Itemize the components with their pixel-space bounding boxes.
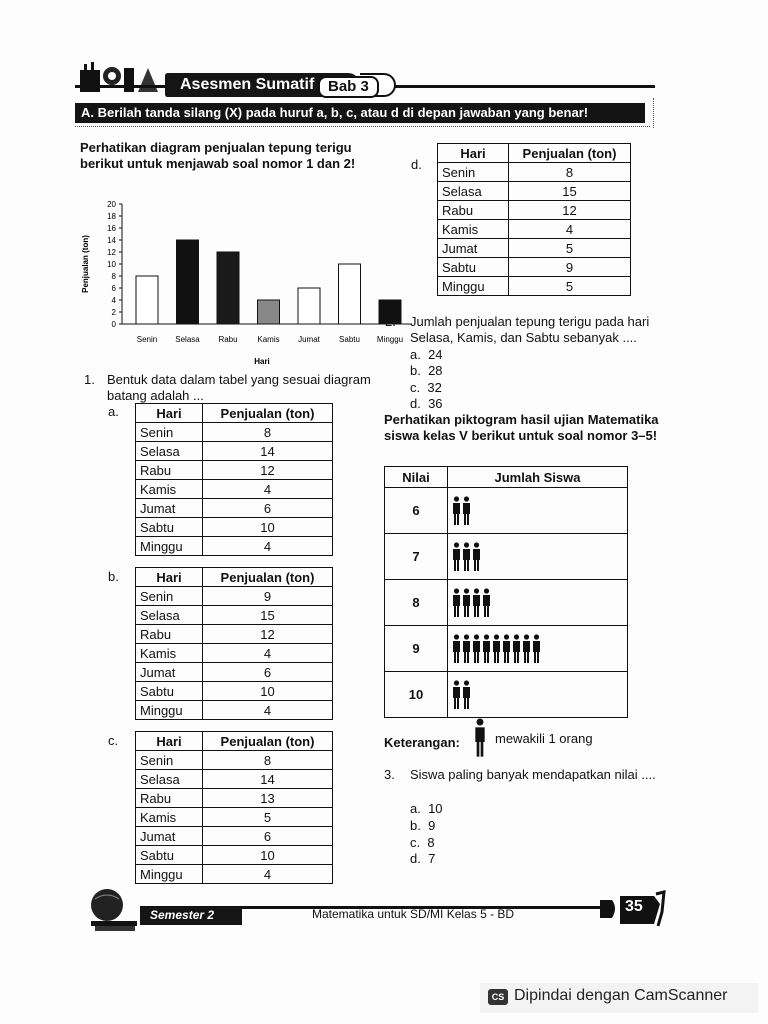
q1-option-d-letter[interactable]: d. bbox=[411, 157, 422, 172]
cell-value: 8 bbox=[203, 751, 333, 770]
cell-day: Rabu bbox=[136, 625, 203, 644]
cell-value: 5 bbox=[203, 808, 333, 827]
bar bbox=[177, 240, 199, 324]
q2-text: Jumlah penjualan tepung terigu pada hari Selasa, Kamis, dan Sabtu sebanyak .... bbox=[410, 314, 650, 345]
table-row bbox=[385, 626, 628, 672]
cell-value: 12 bbox=[509, 201, 631, 220]
chapter-badge: Bab 3 bbox=[318, 76, 379, 98]
table-row bbox=[136, 537, 333, 556]
cell-value: 4 bbox=[203, 644, 333, 663]
q1-number: 1. bbox=[84, 372, 95, 387]
bar-chart bbox=[80, 196, 404, 366]
cell-day: Jumat bbox=[136, 663, 203, 682]
intro-pictogram-question: Perhatikan piktogram hasil ujian Matematika siswa kelas V berikut untuk soal nomor 3–5! bbox=[384, 412, 659, 443]
person-icon bbox=[452, 542, 461, 572]
cell-value: 5 bbox=[509, 239, 631, 258]
cell-value: 5 bbox=[509, 277, 631, 296]
person-icon bbox=[452, 680, 461, 710]
y-tick-label: 0 bbox=[111, 320, 116, 329]
header-day: Hari bbox=[438, 144, 509, 163]
person-icon bbox=[462, 588, 471, 618]
y-tick-label: 18 bbox=[107, 212, 116, 221]
option-letter: c. bbox=[410, 835, 421, 850]
y-tick-label: 14 bbox=[107, 236, 116, 245]
person-icon bbox=[452, 588, 461, 618]
table-row bbox=[385, 672, 628, 718]
cell-day: Rabu bbox=[136, 789, 203, 808]
bar bbox=[258, 300, 280, 324]
bar bbox=[136, 276, 158, 324]
book-title: Matematika untuk SD/MI Kelas 5 - BD bbox=[312, 907, 515, 921]
q3-text: Siswa paling banyak mendapatkan nilai .... bbox=[410, 767, 656, 782]
cell-day: Selasa bbox=[136, 442, 203, 461]
bar bbox=[339, 264, 361, 324]
y-tick-label: 8 bbox=[111, 272, 116, 281]
cell-value: 4 bbox=[203, 701, 333, 720]
figures-cell bbox=[448, 534, 628, 580]
figures-cell bbox=[448, 580, 628, 626]
q1-option-b-letter[interactable]: b. bbox=[108, 569, 119, 584]
cell-value: 12 bbox=[203, 461, 333, 480]
pictogram-table bbox=[384, 466, 628, 718]
cell-day: Selasa bbox=[136, 770, 203, 789]
score-cell: 8 bbox=[385, 580, 448, 626]
x-tick-label: Rabu bbox=[218, 335, 238, 344]
q2-number: 2. bbox=[385, 314, 396, 329]
cell-value: 4 bbox=[509, 220, 631, 239]
figures-cell bbox=[448, 488, 628, 534]
q3-option-b[interactable] bbox=[410, 818, 435, 834]
option-value: 32 bbox=[427, 380, 442, 395]
table-row bbox=[136, 701, 333, 720]
q1-option-c-table bbox=[135, 731, 333, 884]
x-tick-label: Jumat bbox=[298, 335, 320, 344]
header-sales: Penjualan (ton) bbox=[509, 144, 631, 163]
x-tick-label: Senin bbox=[136, 335, 158, 344]
person-icon bbox=[462, 680, 471, 710]
option-value: 8 bbox=[427, 835, 435, 850]
cell-day: Jumat bbox=[136, 827, 203, 846]
cell-value: 13 bbox=[203, 789, 333, 808]
person-icon bbox=[512, 634, 521, 664]
y-tick-label: 2 bbox=[111, 308, 116, 317]
cell-value: 8 bbox=[509, 163, 631, 182]
q1-option-c-letter[interactable]: c. bbox=[108, 733, 119, 748]
q2-option-b[interactable] bbox=[410, 363, 443, 379]
table-row bbox=[136, 827, 333, 846]
q3-option-d[interactable] bbox=[410, 851, 435, 867]
person-icon bbox=[482, 588, 491, 618]
table-row bbox=[136, 518, 333, 537]
cell-day: Minggu bbox=[136, 701, 203, 720]
cell-value: 6 bbox=[203, 663, 333, 682]
person-icon bbox=[452, 634, 461, 664]
header-sales: Penjualan (ton) bbox=[203, 568, 333, 587]
header-day: Hari bbox=[136, 568, 203, 587]
cell-day: Minggu bbox=[136, 537, 203, 556]
person-icon bbox=[472, 588, 481, 618]
table-row bbox=[136, 663, 333, 682]
table-row bbox=[136, 625, 333, 644]
cell-day: Senin bbox=[136, 423, 203, 442]
cell-day: Senin bbox=[136, 587, 203, 606]
cell-day: Kamis bbox=[136, 644, 203, 663]
q1-option-b-table bbox=[135, 567, 333, 720]
camscanner-logo: CS bbox=[488, 989, 508, 1005]
cell-day: Sabtu bbox=[136, 846, 203, 865]
option-letter: a. bbox=[410, 347, 421, 362]
page-title: Asesmen Sumatif bbox=[180, 76, 315, 93]
table-row bbox=[136, 499, 333, 518]
header-sales: Penjualan (ton) bbox=[203, 404, 333, 423]
cell-value: 9 bbox=[203, 587, 333, 606]
cell-value: 12 bbox=[203, 625, 333, 644]
table-row bbox=[385, 534, 628, 580]
cell-day: Kamis bbox=[136, 480, 203, 499]
table-row bbox=[136, 423, 333, 442]
table-row bbox=[136, 587, 333, 606]
cell-value: 14 bbox=[203, 442, 333, 461]
person-icon bbox=[532, 634, 541, 664]
cell-day: Senin bbox=[136, 751, 203, 770]
table-row bbox=[438, 182, 631, 201]
score-cell: 7 bbox=[385, 534, 448, 580]
person-icon bbox=[462, 496, 471, 526]
table-row bbox=[438, 258, 631, 277]
cell-day: Selasa bbox=[136, 606, 203, 625]
cell-day: Sabtu bbox=[438, 258, 509, 277]
person-icon bbox=[462, 634, 471, 664]
table-row bbox=[438, 201, 631, 220]
table-row bbox=[136, 480, 333, 499]
q1-text: Bentuk data dalam tabel yang sesuai diagram batang adalah ... bbox=[107, 372, 371, 403]
q1-option-d-table bbox=[437, 143, 631, 296]
cell-day: Selasa bbox=[438, 182, 509, 201]
q3-option-c[interactable] bbox=[410, 835, 435, 851]
person-icon bbox=[452, 496, 461, 526]
cell-value: 9 bbox=[509, 258, 631, 277]
option-value: 36 bbox=[428, 396, 443, 411]
table-row bbox=[136, 682, 333, 701]
header-day: Hari bbox=[136, 404, 203, 423]
x-axis-label: Hari bbox=[254, 357, 270, 366]
person-icon bbox=[472, 542, 481, 572]
table-row bbox=[438, 220, 631, 239]
y-tick-label: 16 bbox=[107, 224, 116, 233]
cell-value: 10 bbox=[203, 846, 333, 865]
q3-option-a[interactable] bbox=[410, 801, 443, 817]
legend-text: mewakili 1 orang bbox=[495, 731, 593, 746]
y-tick-label: 12 bbox=[107, 248, 116, 257]
table-row bbox=[136, 442, 333, 461]
intro-chart-question: Perhatikan diagram penjualan tepung terigu berikut untuk menjawab soal nomor 1 dan 2! bbox=[80, 140, 356, 171]
table-row bbox=[136, 606, 333, 625]
score-cell: 10 bbox=[385, 672, 448, 718]
score-cell: 6 bbox=[385, 488, 448, 534]
dotted-divider-vertical bbox=[645, 98, 654, 128]
cell-value: 6 bbox=[203, 827, 333, 846]
q2-option-d[interactable] bbox=[410, 396, 443, 412]
cell-day: Kamis bbox=[438, 220, 509, 239]
table-row bbox=[136, 865, 333, 884]
y-tick-label: 4 bbox=[111, 296, 116, 305]
globe-books-icon bbox=[85, 885, 145, 935]
cell-value: 8 bbox=[203, 423, 333, 442]
table-row bbox=[136, 846, 333, 865]
option-value: 28 bbox=[428, 363, 443, 378]
cell-value: 10 bbox=[203, 682, 333, 701]
cell-value: 4 bbox=[203, 537, 333, 556]
instruction-text: A. Berilah tanda silang (X) pada huruf a, b, c, atau d di depan jawaban yang benar! bbox=[81, 105, 589, 120]
header-sales: Penjualan (ton) bbox=[203, 732, 333, 751]
cell-day: Senin bbox=[438, 163, 509, 182]
cell-value: 4 bbox=[203, 480, 333, 499]
person-icon bbox=[472, 634, 481, 664]
semester-label: Semester 2 bbox=[150, 908, 215, 922]
x-tick-label: Minggu bbox=[376, 335, 404, 344]
option-letter: a. bbox=[410, 801, 421, 816]
cell-day: Jumat bbox=[136, 499, 203, 518]
cell-day: Kamis bbox=[136, 808, 203, 827]
x-tick-label: Kamis bbox=[257, 335, 280, 344]
option-letter: b. bbox=[410, 363, 421, 378]
table-row bbox=[385, 580, 628, 626]
option-letter: d. bbox=[410, 396, 421, 411]
header-score: Nilai bbox=[385, 467, 448, 488]
option-value: 24 bbox=[428, 347, 443, 362]
table-row bbox=[438, 277, 631, 296]
table-row bbox=[136, 789, 333, 808]
option-value: 10 bbox=[428, 801, 443, 816]
person-icon bbox=[482, 634, 491, 664]
option-value: 7 bbox=[428, 851, 436, 866]
table-row bbox=[136, 644, 333, 663]
q1-option-a-table bbox=[135, 403, 333, 556]
q1-option-a-letter[interactable]: a. bbox=[108, 404, 119, 419]
cell-value: 15 bbox=[203, 606, 333, 625]
person-icon bbox=[492, 634, 501, 664]
cell-value: 10 bbox=[203, 518, 333, 537]
option-letter: b. bbox=[410, 818, 421, 833]
q3-number: 3. bbox=[384, 767, 395, 782]
cell-day: Sabtu bbox=[136, 682, 203, 701]
score-cell: 9 bbox=[385, 626, 448, 672]
cell-day: Rabu bbox=[136, 461, 203, 480]
x-tick-label: Sabtu bbox=[339, 335, 360, 344]
cell-value: 15 bbox=[509, 182, 631, 201]
person-icon bbox=[473, 718, 487, 758]
table-row bbox=[438, 239, 631, 258]
figures-cell bbox=[448, 626, 628, 672]
y-axis-label: Penjualan (ton) bbox=[81, 235, 90, 293]
option-letter: c. bbox=[410, 380, 421, 395]
table-row bbox=[136, 770, 333, 789]
cell-day: Rabu bbox=[438, 201, 509, 220]
person-icon bbox=[462, 542, 471, 572]
option-letter: d. bbox=[410, 851, 421, 866]
table-row bbox=[136, 461, 333, 480]
header-day: Hari bbox=[136, 732, 203, 751]
bar bbox=[298, 288, 320, 324]
table-row bbox=[136, 808, 333, 827]
y-tick-label: 10 bbox=[107, 260, 116, 269]
cell-day: Minggu bbox=[438, 277, 509, 296]
y-tick-label: 20 bbox=[107, 200, 116, 209]
header-count: Jumlah Siswa bbox=[448, 467, 628, 488]
cell-value: 14 bbox=[203, 770, 333, 789]
q2-option-a[interactable] bbox=[410, 347, 443, 363]
page-number: 35 bbox=[625, 898, 643, 915]
x-tick-label: Selasa bbox=[175, 335, 200, 344]
table-row bbox=[438, 163, 631, 182]
cell-day: Jumat bbox=[438, 239, 509, 258]
scanner-text: Dipindai dengan CamScanner bbox=[514, 987, 728, 1004]
y-tick-label: 6 bbox=[111, 284, 116, 293]
figures-cell bbox=[448, 672, 628, 718]
q2-option-c[interactable] bbox=[410, 380, 442, 396]
person-icon bbox=[502, 634, 511, 664]
cell-value: 4 bbox=[203, 865, 333, 884]
header-decoration-icon bbox=[78, 62, 168, 96]
cell-day: Minggu bbox=[136, 865, 203, 884]
cell-day: Sabtu bbox=[136, 518, 203, 537]
table-row bbox=[136, 751, 333, 770]
option-value: 9 bbox=[428, 818, 436, 833]
person-icon bbox=[522, 634, 531, 664]
dotted-divider bbox=[75, 126, 650, 127]
table-row bbox=[385, 488, 628, 534]
bar bbox=[217, 252, 239, 324]
legend-label: Keterangan: bbox=[384, 735, 460, 750]
cell-value: 6 bbox=[203, 499, 333, 518]
